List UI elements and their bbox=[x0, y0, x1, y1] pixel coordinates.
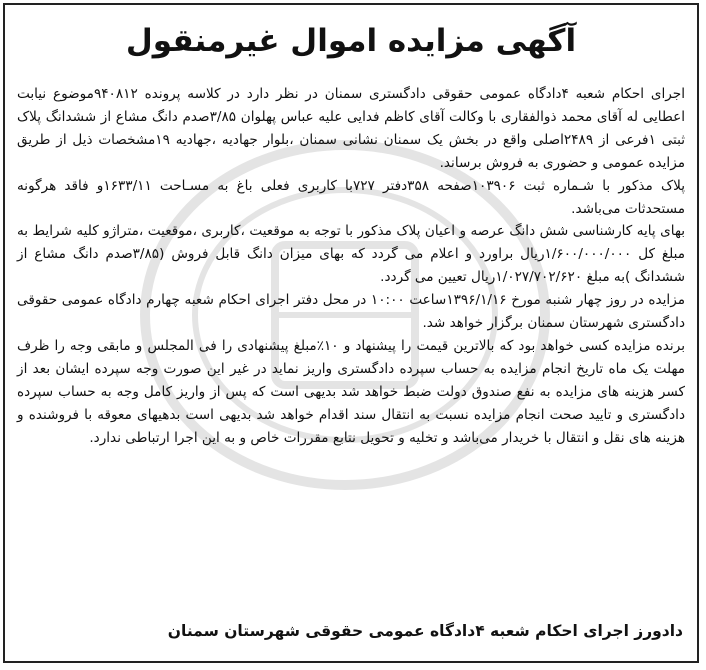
paragraph-property-details: پلاک مذکور با شـماره ثبت ۱۰۳۹۰۶صفحه ۳۵۸دفتر ۷۲۷با کاربری فعلی باغ به مسـاحت ۱۶۳۳/۱۱و فاقد هرگونه مستحدثات می‌باشد. bbox=[17, 177, 686, 217]
notice-signature: دادورز اجرای احکام شعبه ۴دادگاه عمومی حقوقی شهرستان سمنان bbox=[167, 622, 683, 640]
paragraph-auction-intro: اجرای احکام شعبه ۴دادگاه عمومی حقوقی دادگستری سمنان در نظر دارد در کلاسه پرونده ۹۴۰۸۱۲موضوع نیابت اعطایی له آقای محمد ذوالفقاری با وکالت آقای کاظم فدایی علیه عباس پهلوان ۳/۸۵صدم دانگ مشاع از ششدانگ پلاک ثبتی ۱فرعی از ۲۴۸۹اصلی واقع در بخش یک سمنان نشانی سمنان ،بلوار جهادیه ،جهادیه ۱۹مشخصات ذیل از طریق مزایده عمومی و حضوری به فروش برساند. bbox=[17, 86, 686, 171]
notice-body bbox=[17, 83, 685, 450]
paragraph-base-price: بهای پایه کارشناسی شش دانگ عرصه و اعیان پلاک مذکور با توجه به موقعیت ،کاربری ،موقعیت ،متراژو کلیه شرایط به مبلغ کل ۱/۶۰۰/۰۰۰/۰۰۰ریال براورد و اعلام می گردد که بهای میزان دانگ قابل فروش (۳/۸۵صدم دانگ مشاع از ششدانگ )به مبلغ ۱/۰۲۷/۷۰۲/۶۲۰ریال تعیین می گردد. bbox=[17, 223, 686, 286]
notice-frame bbox=[3, 3, 699, 663]
paragraph-auction-date: مزایده در روز چهار شنبه مورخ ۱۳۹۶/۱/۱۶ساعت ۱۰:۰۰ در محل دفتر اجرای احکام شعبه چهارم دادگاه عمومی حقوقی دادگستری شهرستان سمنان برگزار خواهد شد. bbox=[17, 292, 685, 332]
notice-title: آگهی مزایده اموال غیرمنقول bbox=[125, 23, 577, 59]
paragraph-winner-terms: برنده مزایده کسی خواهد بود که بالاترین قیمت را پیشنهاد و ۱۰٪مبلغ پیشنهادی را فی المجلس و مابقی وجه را ظرف مهلت یک ماه تاریخ انجام مزایده به حساب سپرده دادگستری واریز نماید در غیر این صورت وجه سپرده ایشان بعد از کسر هزینه های مزایده به نفع صندوق دولت ضبط خواهد شد بدیهی است که پس از واریز کامل وجه به حساب سپرده دادگستری و تایید صحت انجام مزایده نسبت به انتقال سند اقدام خواهد شد بدیهی است بدهیهای معوقه با فروشنده و هزینه های نقل و انتقال با خریدار می‌باشد و تخلیه و تحویل نتابع مقررات خاص و به این اجرا ارتباطی ندارد. bbox=[17, 337, 685, 446]
